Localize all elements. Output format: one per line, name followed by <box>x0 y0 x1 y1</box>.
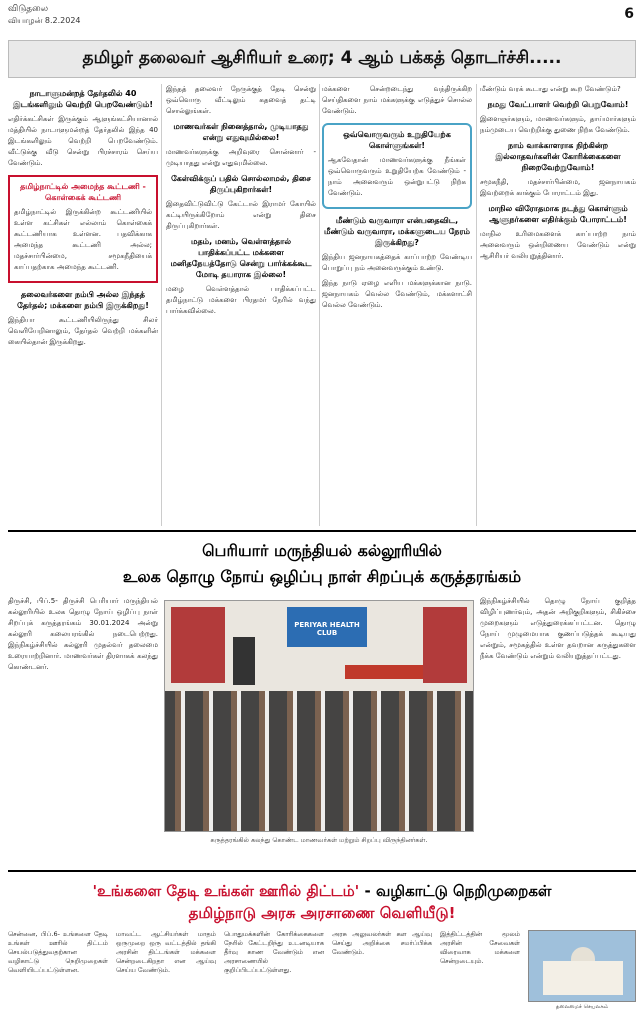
column-a-heading-2: தலைவர்களை நம்பி அல்ல இந்தத் தேர்தல்; மக்களை நம்பி இருக்கிறது! <box>17 290 149 310</box>
page-number: 6 <box>624 6 634 22</box>
column-a-paragraph-2: இந்தியா கூட்டணியிலிருந்து சிலர் வெளியேறினாலும், தேர்தல் வெற்றி மக்களின் கையில்தான் இருக்கிறது. <box>8 316 158 346</box>
column-divider <box>476 84 477 526</box>
editorial-continuation-banner: தமிழர் தலைவர் ஆசிரியர் உரை; 4 ஆம் பக்கத் தொடர்ச்சி..... <box>8 40 636 78</box>
periyar-headline-line-1: பெரியார் மருந்தியல் கல்லூரியில் <box>202 541 442 560</box>
portrait-left <box>171 607 225 683</box>
column-a-paragraph: எதிர்க்கட்சிகள் இருக்கும் ஆளுங்கட்சியானால் மத்தியில் நாடாளுமன்றத் தேர்தலில் இந்த 40 இடங்களிலும் வெற்றி பெறவேண்டும். வீட்டுக்கு வீடு சென்று பிரச்சாரம் செய்ய வேண்டும். <box>8 115 158 167</box>
pledge-box <box>322 123 472 209</box>
column-b-heading-2: கேள்விக்குப் பதில் சொல்லாமல், திசை திருப்புகிறார்கள்! <box>171 174 311 194</box>
periyar-article-right-text: இந்நிகழ்ச்சியில் தொழு நோய் குறித்த விழிப்புணர்வும், அதன் அறிகுறிகளும், சிகிச்சை முறைகளும் எடுத்துரைக்கப்பட்டன. தொழு நோய் முழுமையாக குணப்படுத்தக் கூடியது என்றும், சமூகத்தில் உள்ள தவறான கருத்துகளை நீக்க வேண்டும் என்றும் வலியுறுத்தப்பட்டது. <box>480 597 636 660</box>
column-d-paragraph: மீண்டும் வரக் கூடாது என்று கூற வேண்டும்? <box>480 85 621 93</box>
event-photo <box>164 600 474 832</box>
alliance-box-text: தமிழ்நாட்டில் இருக்கின்ற கூட்டணியில் உள்ள கட்சிகள் எல்லாம் கொள்கைக் கூட்டணியாக உள்ளன. பதவிக்காக அமைந்த கூட்டணி அல்ல; மதச்சார்பின்மை, சமூகநீதியைக் காப்பதற்காக அமைந்த கூட்டணி. <box>14 208 152 271</box>
alliance-box-title: தமிழ்நாட்டில் அமைந்த கூட்டணி - கொள்கைக் கூட்டணி <box>20 182 146 202</box>
column-b-paragraph-3: இதைவிட்டுவிட்டு கேட்டால் இராமர் கோயில் கட்டியிருக்கிறோம் என்று திசை திருப்புகிறார்கள். <box>166 200 316 230</box>
page-header <box>8 4 636 32</box>
column-b-paragraph-2: மாணவர்களுக்கு அறிவுரை சொன்னார் - முடியாதது என்று எதுவுமில்லை. <box>166 148 316 167</box>
health-club-banner-text: PERIYAR HEALTH CLUB <box>294 621 360 637</box>
column-c-paragraph: மக்களை சென்றடைந்து வந்திருக்கிற செய்திகளை நாம் மக்களுக்கு எடுத்துச் சொல்ல வேண்டும். <box>322 85 472 115</box>
column-c-heading: மீண்டும் வருவாரா என்பதைவிட, மீண்டும் வருவாரா, மக்களுடைய நேரம் இருக்கிறது? <box>323 216 470 247</box>
column-c-paragraph-3: இந்த நாடு ஏழை எளிய மக்களுக்கான நாடு. ஜனநாயகம் வெல்ல வேண்டும், மக்களாட்சி வெல்ல வேண்டும். <box>322 279 472 309</box>
column-divider <box>319 84 320 526</box>
section-divider <box>8 530 636 532</box>
audience-crowd <box>165 691 474 832</box>
govt-article-text-1: சென்னை, பிப்.6- உங்களை தேடி உங்கள் ஊரில் திட்டம் செயல்படுத்துவதற்கான வழிகாட்டு நெறிமுறைகள் வெளியிடப்பட்டுள்ளன. <box>8 930 108 974</box>
alliance-box <box>8 175 158 283</box>
column-b-heading-3: மதம், மனம், வெள்ளத்தால் பாதிக்கப்பட்ட மக்களை மனிதநேயத்தோடு சென்று பார்க்கக்கூட மோடி தயாராக இல்லை! <box>170 237 312 279</box>
column-c <box>322 84 472 526</box>
column-d-heading-3: மாநில விரோதமாக நடந்து கொள்ளும் ஆளுநர்களை எதிர்க்கும் போராட்டம்! <box>488 204 628 224</box>
govt-headline-quoted: 'உங்களை தேடி உங்கள் ஊரில் திட்டம்' <box>92 882 360 900</box>
health-club-banner <box>287 607 367 647</box>
podium <box>233 637 255 685</box>
column-b <box>166 84 316 526</box>
column-a <box>8 84 158 526</box>
govt-article-text-5: இத்திட்டத்தின் மூலம் அரசின் சேவைகள் விரைவாக மக்களை சென்றடையும். <box>440 930 520 965</box>
pledge-box-text: ஆகவேதான் மாணவர்களுக்கு நீங்கள் ஒவ்வொருவரும் உறுதியேற்க வேண்டும் - நாம் அனைவரும் ஒன்றுபட்டு நிற்க வேண்டும். <box>328 156 466 197</box>
periyar-article-left-text: திருச்சி, பிப்.5- திருச்சி பெரியார் மருந்தியல் கல்லூரியில் உலக தொழு நோய் ஒழிப்பு நாள் சிறப்புக் கருத்தரங்கம் 30.01.2024 அன்று கல்லூரி கலையரங்கில் நடைபெற்றது. இந்நிகழ்ச்சியில் கல்லூரி முதல்வர் தலைமை உரையாற்றினார். மாணவர்கள் திரளாகக் கலந்து கொண்டனர். <box>8 597 158 671</box>
govt-headline-line-2: தமிழ்நாடு அரசு அரசாணை வெளியீடு! <box>188 904 456 922</box>
column-d-paragraph-2: இளைஞர்களும், மாணவர்களும், தாய்மார்களும் நம்முடைய வெற்றிக்கு துணை நிற்க வேண்டும். <box>480 115 636 134</box>
periyar-headline-line-2: உலக தொழு நோய் ஒழிப்பு நாள் சிறப்புக் கருத்தரங்கம் <box>122 567 522 586</box>
govt-headline-rest: - வழிகாட்டு நெறிமுறைகள் <box>359 882 552 900</box>
column-a-heading: நாடாளுமன்றத் தேர்தலில் 40 இடங்களிலும் வெற்றி பெறவேண்டும்! <box>13 89 153 109</box>
portrait-right <box>423 607 467 683</box>
pledge-box-title: ஒவ்வொருவரும் உறுதியேற்க கொள்ளுங்கள்! <box>343 130 451 150</box>
column-b-heading: மாணவர்கள் நினைத்தால், முடியாதது என்று எதுவுமில்லை! <box>173 122 309 142</box>
column-c-paragraph-2: இந்திய ஜனநாயகத்தைக் காப்பாற்ற வேண்டிய பொறுப்பு நம் அனைவருக்கும் உண்டு. <box>322 253 472 272</box>
column-b-paragraph: இந்தத் தலைவர் நேருக்குத் தேடி சென்று ஒவ்வொரு வீட்டிலும் கதவைத் தட்டி சொல்லுங்கள். <box>166 85 316 115</box>
govt-article-text-3: பொதுமக்களின் கோரிக்கைகளை நேரில் கேட்டறிந்து உடனடியாக தீர்வு காண வேண்டும் என அரசாணையில் குறிப்பிடப்பட்டுள்ளது. <box>224 930 324 974</box>
column-d-heading: நமது வேட்பாளர் வெற்றி பெறுவோம்! <box>487 100 629 109</box>
secretariat-building <box>543 961 623 995</box>
column-b-paragraph-4: மழை வெள்ளத்தால் பாதிக்கப்பட்ட தமிழ்நாட்டு மக்களை பிரதமர் நேரில் வந்து பார்க்கவில்லை. <box>166 285 316 315</box>
govt-article-text-4: அரசு அலுவலர்கள் கள ஆய்வு செய்து அறிக்கை சமர்ப்பிக்க வேண்டும். <box>332 930 432 956</box>
section-divider <box>8 870 636 872</box>
column-d <box>480 84 636 526</box>
column-d-paragraph-3: சமூகநீதி, மதச்சார்பின்மை, ஜனநாயகம் இவற்றைக் காக்கும் போராட்டம் இது. <box>480 178 636 197</box>
masthead-name: விடுதலை <box>8 4 49 14</box>
column-divider <box>161 84 162 526</box>
govt-article-text-2: மாவட்ட ஆட்சியர்கள் மாதம் ஒருமுறை ஒரு வட்டத்தில் தங்கி அரசின் திட்டங்கள் மக்களை சென்றடைகிறதா என ஆய்வு செய்ய வேண்டும். <box>116 930 216 974</box>
issue-date: வியாழன் 8.2.2024 <box>8 16 81 25</box>
periyar-article-headline <box>8 538 636 590</box>
event-photo-caption: கருத்தரங்கில் கலந்து கொண்ட மாணவர்கள் மற்றும் சிறப்பு விருந்தினர்கள். <box>210 836 428 844</box>
secretariat-photo <box>528 930 636 1002</box>
secretariat-photo-caption: தலைமைச் செயலகம் <box>555 1004 609 1010</box>
govt-article-headline <box>8 880 636 924</box>
dais-table <box>345 665 429 679</box>
govt-headline-line-1 <box>8 880 636 902</box>
column-d-heading-2: நாம் வாக்காளராக நிற்கின்ற இல்லாதவர்களின் கோரிக்கைகளை நிறைவேற்றுவோம்! <box>495 141 621 172</box>
column-d-paragraph-4: மாநில உரிமைகளைக் காப்பாற்ற நாம் அனைவரும் ஒன்றிணைய வேண்டும் என்று ஆசிரியர் வலியுறுத்தினார். <box>480 230 636 260</box>
